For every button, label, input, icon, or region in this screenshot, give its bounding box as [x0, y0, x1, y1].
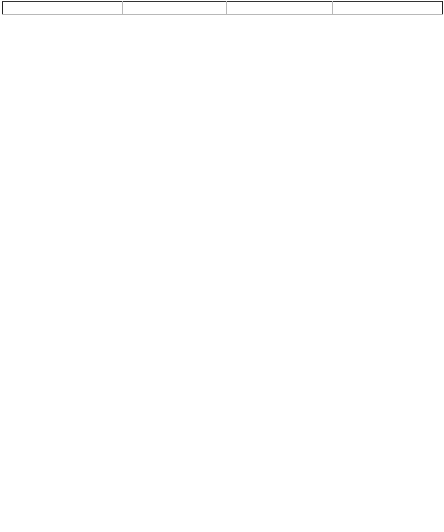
price-table	[2, 1, 443, 15]
col-header-bb	[123, 2, 227, 15]
season-label	[3, 2, 123, 15]
col-header-fb	[333, 2, 443, 15]
header-row	[3, 2, 443, 15]
col-header-hb	[227, 2, 333, 15]
price-sheet	[2, 1, 442, 15]
